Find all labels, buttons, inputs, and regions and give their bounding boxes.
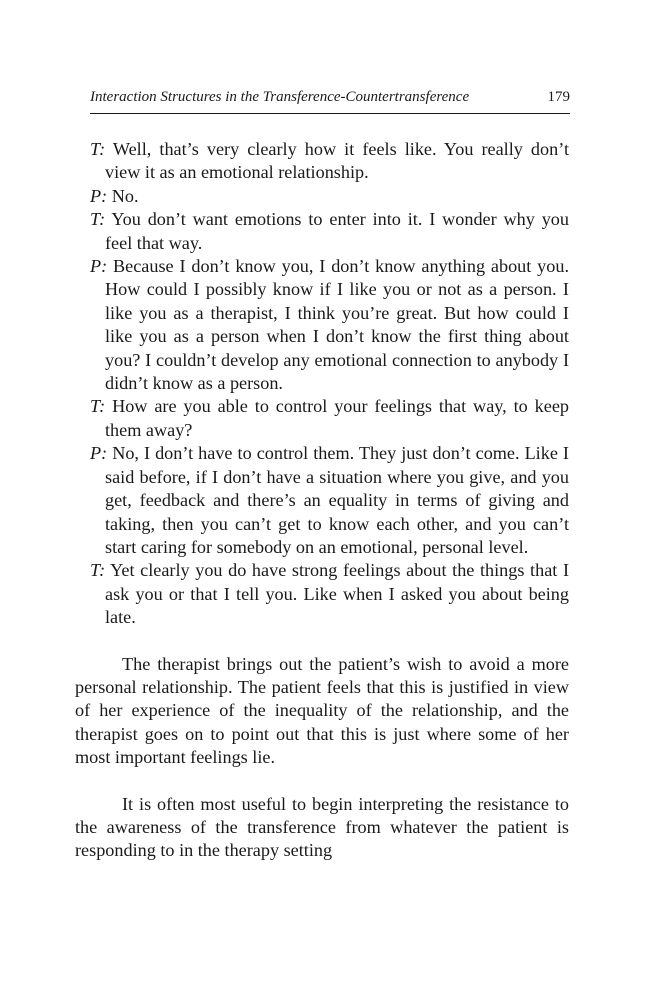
turn-text: Well, that’s very clearly how it feels like. You really don’t view it as an emotional relationship. [105,139,569,183]
dialogue-turn [75,442,569,559]
speaker-label: P: [90,443,108,464]
body-paragraph: The therapist brings out the patient’s wish to avoid a more personal relationship. The patient feels that this is justified in view of her experience of the inequality of the relationship, and the therapist goes on to point out that this is just where some of her most important feelings lie. [75,653,569,768]
dialogue-turn [75,185,569,208]
paragraph-spacer [75,770,569,793]
speaker-label: T: [90,209,106,230]
speaker-label: P: [90,256,108,277]
dialogue-turn [75,138,569,185]
running-header [90,89,570,111]
speaker-label: P: [90,185,108,206]
dialogue-transcript [75,138,569,630]
speaker-label: T: [90,560,106,581]
body-paragraph: It is often most useful to begin interpreting the resistance to the awareness of the transference from whatever the patient is responding to in the therapy setting [75,793,569,861]
running-header-title: Interaction Structures in the Transference-Countertransference [90,89,470,105]
header-rule [90,113,570,114]
dialogue-turn [75,395,569,442]
paragraph-spacer [75,630,569,653]
turn-text: Yet clearly you do have strong feelings about the things that I ask you or that I tell you. Like when I asked you about being late. [105,560,569,628]
dialogue-turn [75,208,569,255]
speaker-label: T: [90,139,106,159]
page-number: 179 [547,89,570,105]
dialogue-turn [75,255,569,395]
speaker-label: T: [90,396,106,417]
turn-text: How are you able to control your feelings that way, to keep them away? [105,396,569,440]
turn-text: Because I don’t know you, I don’t know anything about you. How could I possibly know if I like you or not as a person. I like you as a therapist, I think you’re great. But how could I like you as a person when I don’t know the first thing about you? I couldn’t develop any emotional connection to anybody I didn’t know as a person. [105,256,569,394]
turn-text: No. [107,185,139,206]
dialogue-turn [75,559,569,629]
turn-text: No, I don’t have to control them. They just don’t come. Like I said before, if I don’t have a situation where you give, and you get, feedback and there’s an equality in terms of giving and taking, then you can’t get to know each other, and you can’t start caring for somebody on an emotional, personal level. [105,443,569,557]
page-body [75,138,569,863]
turn-text: You don’t want emotions to enter into it. I wonder why you feel that way. [105,209,569,253]
